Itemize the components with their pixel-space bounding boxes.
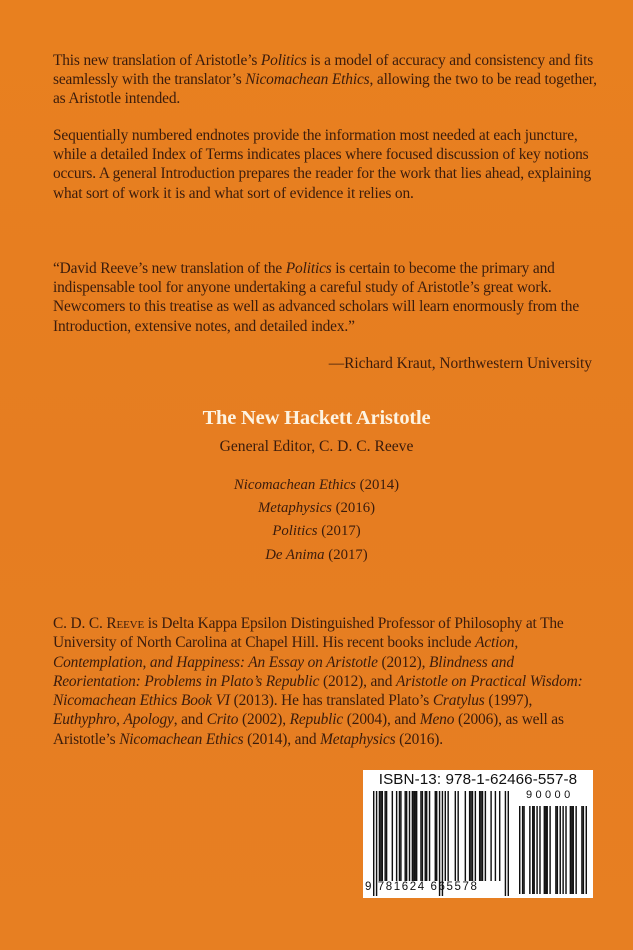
barcode-bar (412, 791, 413, 881)
barcode-bar (386, 791, 387, 881)
volume-title: Metaphysics (257, 500, 332, 517)
barcode-bar (426, 791, 427, 881)
italic-text: Meno (419, 711, 455, 729)
addon-bar (586, 806, 587, 894)
italic-text: Aristotle on Practical Wisdom: Nicomachean Ethics Book VI (53, 672, 583, 710)
endorsement-quote (53, 259, 601, 336)
barcode-bar (455, 791, 456, 881)
series-volume (0, 497, 633, 520)
barcode-bar (384, 791, 385, 881)
addon-bar (546, 806, 547, 894)
barcode-bar (485, 791, 486, 881)
barcode-bar (505, 791, 506, 896)
italic-text: Action, Contemplation, and Happiness: An Essay on Aristotle (53, 634, 519, 671)
addon-bar (523, 806, 524, 894)
volume-title: De Anima (265, 546, 325, 563)
italic-text: Nicomachean Ethics (245, 71, 370, 89)
barcode-bar (416, 791, 417, 881)
series-volume-list (0, 474, 633, 567)
text-run: “David Reeve’s new translation of the (53, 260, 286, 277)
addon-bar (570, 806, 571, 894)
price-code: 90000 (526, 789, 574, 801)
barcode-digits: 9 781624 665578 (365, 881, 479, 893)
italic-text: Cratylus (432, 692, 485, 710)
series-editor: General Editor, C. D. C. Reeve (219, 438, 414, 455)
barcode-bar (457, 791, 458, 881)
text-run: (2014), and (243, 730, 321, 748)
addon-bar (544, 806, 545, 894)
series-volume (0, 544, 633, 567)
text-run: C. D. C. (53, 615, 107, 632)
barcode-bar (379, 791, 380, 881)
italic-text: Crito (206, 711, 239, 729)
barcode-bar (415, 791, 416, 881)
volume-title: Nicomachean Ethics (233, 477, 356, 493)
series-volume (0, 474, 633, 497)
text-run: is Delta Kappa Epsilon Distinguished Professor of Philosophy at The University of North Carolina at Chapel Hill. His recent books include (53, 615, 564, 652)
italic-text: Republic (289, 711, 344, 729)
addon-bar (533, 806, 534, 894)
barcode-bar (447, 791, 448, 881)
barcode-bar (413, 791, 414, 881)
text-run: (2013). He has translated Plato’s (229, 692, 433, 710)
barcode-bar (490, 791, 491, 881)
volume-year: (2017) (324, 546, 368, 563)
text-run: (2012), and (319, 672, 396, 690)
addon-bar (549, 806, 550, 894)
barcode-bar (429, 791, 430, 881)
barcode-bar (495, 791, 496, 881)
series-title: The New Hackett Aristotle (202, 407, 431, 429)
description-paragraph-1 (53, 51, 601, 109)
barcode-bar (399, 791, 400, 881)
text-run: (2004), and (343, 711, 420, 729)
barcode-bar (406, 791, 407, 881)
volume-year: (2014) (355, 477, 400, 493)
addon-bar (571, 806, 572, 894)
addon-bar (581, 806, 582, 894)
italic-text: Metaphysics (320, 730, 396, 748)
barcode-bar (420, 791, 421, 881)
addon-bars (519, 806, 587, 894)
text-run: (2002), (238, 711, 290, 729)
text-run: is a model of accuracy and consistency and fits seamlessly with the translator’s (53, 52, 594, 89)
addon-bar (555, 806, 556, 894)
barcode-bar (396, 791, 397, 881)
addon-bar (557, 806, 558, 894)
addon-bar (573, 806, 574, 894)
addon-bar (583, 806, 584, 894)
volume-title: Politics (272, 523, 318, 540)
barcode-bar (392, 791, 393, 881)
barcode-bar (380, 791, 381, 881)
text-run: , and (173, 711, 207, 729)
barcode-bar (472, 791, 473, 881)
addon-bar (519, 806, 520, 894)
text-run: This new translation of Aristotle’s (53, 52, 261, 69)
author-name-smallcaps: Reeve (106, 615, 145, 632)
text-run: , (116, 711, 124, 729)
text-run: Sequentially numbered endnotes provide the information most needed at each juncture, while a detailed Index of Terms indicates places where focused discussion of key notions occurs. A general Introduction prepares the reader for the work that lies ahead, explaining what sort of work it is and what sort of evidence it relies on. (53, 127, 592, 202)
text-run: is certain to become the primary and indispensable tool for anyone undertaking a careful study of Aristotle’s great work. Newcomers to this treatise as well as advanced scholars will learn enormously from the Introduction, extensive notes, and detailed index.” (53, 260, 580, 335)
description-paragraph-2 (53, 126, 601, 203)
italic-text: Politics (285, 260, 332, 277)
barcode-bar (480, 791, 481, 881)
barcode-bar (422, 791, 423, 881)
barcode-bar (469, 791, 470, 881)
barcode-bar (470, 791, 471, 881)
volume-year: (2017) (317, 523, 361, 540)
barcode-bar (425, 791, 426, 881)
italic-text: Nicomachean Ethics (119, 730, 244, 748)
barcode-bar (482, 791, 483, 881)
addon-bar (522, 806, 523, 894)
italic-text: Blindness and Reorientation: Problems in Plato’s Republic (53, 653, 514, 690)
text-run: , allowing the two to be read together, as Aristotle intended. (53, 71, 597, 108)
barcode-bar (479, 791, 480, 881)
text-run: (2012), (377, 653, 430, 671)
text-run: (2006), as well as Aristotle’s (53, 711, 564, 748)
isbn-barcode (363, 770, 593, 898)
addon-bar (529, 806, 530, 894)
endorsement-attribution: —Richard Kraut, Northwestern University (328, 355, 592, 372)
barcode-bar (400, 791, 401, 881)
barcode-bar (475, 791, 476, 881)
barcode-bar (508, 791, 509, 896)
barcode-bar (436, 791, 437, 881)
addon-bar (536, 806, 537, 894)
barcode-bar (435, 791, 436, 881)
barcode-bar (409, 791, 410, 881)
text-run: (2016). (395, 730, 443, 748)
author-bio (53, 614, 601, 749)
addon-bar (560, 806, 561, 894)
barcode-bar (404, 791, 405, 881)
italic-text: Euthyphro (53, 711, 117, 729)
volume-year: (2016) (331, 500, 376, 517)
series-volume (0, 520, 633, 543)
italic-text: Apology (123, 711, 174, 729)
addon-bar (539, 806, 540, 894)
addon-bar (565, 806, 566, 894)
addon-bar (562, 806, 563, 894)
addon-bar (575, 806, 576, 894)
italic-text: Politics (260, 52, 307, 69)
barcode-bar (499, 791, 500, 881)
barcode-bar (445, 791, 446, 881)
text-run: (1997), (484, 692, 533, 710)
addon-bar (532, 806, 533, 894)
barcode-bar (465, 791, 466, 881)
barcode-bar (382, 791, 383, 881)
isbn-label: ISBN-13: 978-1-62466-557-8 (378, 771, 578, 788)
addon-bar (545, 806, 546, 894)
